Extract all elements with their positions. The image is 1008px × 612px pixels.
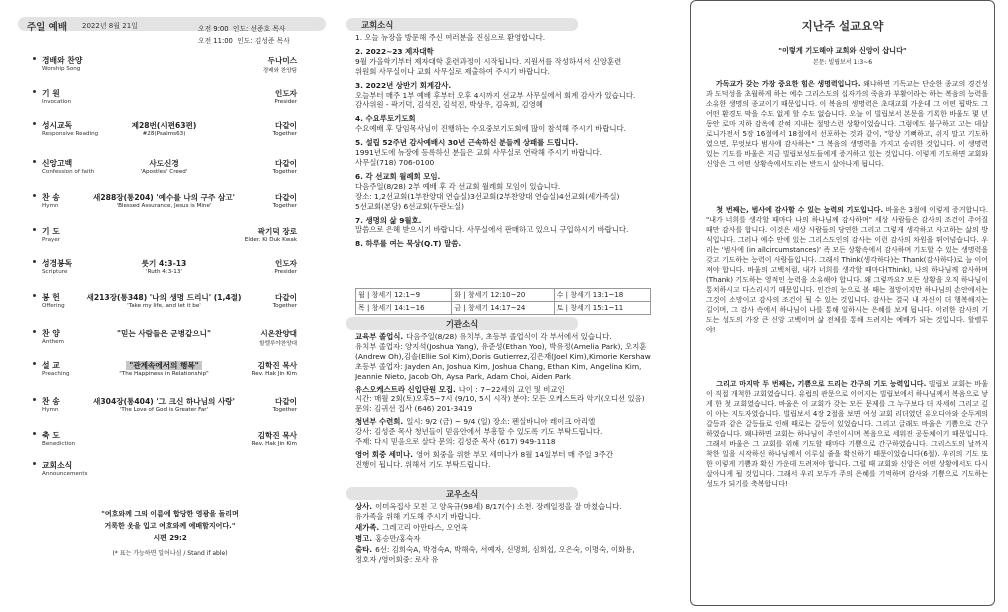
paragraph-lead: 가독교가 갖는 가장 중요한 힘은 생명력입니다. [715,80,861,88]
notice-line: 초등부 졸업자: Jayden An, Joshua Kim, Joshua Chang, Ethan Kim, Angelina Kim, [355,361,642,371]
worship-order-row [31,360,297,384]
notice-item [355,545,675,565]
order-item-detail [71,192,257,203]
sermon-subtitle: "이렇게 기도해야 교회와 신앙이 삽니다" [778,46,907,55]
paragraph-lead: 첫 번째는, 범사에 감사할 수 있는 능력의 기도입니다. [716,206,884,214]
order-item-name: 교회소식 [42,461,73,470]
order-item-english: Responsive Reading [42,131,99,137]
order-item-english: Hymn [42,203,59,209]
notice-line: 정호자 /영어회중: 로사 유 [355,554,439,564]
bullet-icon [33,90,36,93]
order-item-name: 성시교독 [42,121,73,130]
order-item-detail-text: 새304장(통404) '그 크신 하나님의 사랑' [93,397,235,406]
worship-title: 주일 예배 [27,22,68,33]
order-item-detail-english: 'Apostles' Creed' [140,169,188,175]
order-item-name: 기 원 [42,89,60,98]
order-item-leader: 다같이 [274,193,297,202]
order-item-leader: 다같이 [274,159,297,168]
notice-title: 7. 생명의 삶 9월호. [355,215,422,225]
order-item-detail-english: 'Take my life, and let it be' [127,303,201,309]
worship-order-panel [0,0,330,612]
notice-line: 1991년도에 뉴장에 등록하신 분들은 교회 사무실로 연락해 주시기 바랍니다. [355,148,602,158]
paragraph-body: 빌립보 교회는 바울이 직접 개척한 교회였습니다. 유럽의 관문으로 이어지는 빌립보에서 하나님께서 복음으로 낳게 한 첫 교회였습니다. 바울은 이 교회가 갖는 모든 문제를 그 누구보다 더 자세히 그리고 깊이 아는 지도자였습니다. 빌립보서 4장 2절을 보면 여성 교회 리더였던 유오디아와 순두게의 갈등과 같은 갈등들로 인해 때로는 갈등이 있었습니다. 그리고 글래도 바울은 기쁨으로 간구하였습니다. 왜냐하면 교회는 하나님이 주인이시며 복음으로 세워진 공동체이기 때문입니다. 그래서 바울은 그 교회를 위해 기도할 때마다 기쁨으로 간구하였습니다. 그리스도의 날까지 착한 일을 시작하신 하나님께서 이루실 줄을 확신하기 때문이었습니다(6절). 우리의 기도 또한 이렇게 기쁨과 확신 가운데 드려져야 합니다. 그럴 때 교회와 신앙은 어떤 상황에서도 다시 살아나게 될 것입니다. 그래서 우리 모두가 주의 은혜를 기억하며 감사와 기쁨으로 기도하는 성도가 되기를 축복합니다! [706,380,988,488]
order-item-english: Anthem [42,339,65,345]
notice-line: Jeannie Nieto, Jacob Oh, Aysa Park, Adam Choi, Aiden Park [355,371,571,381]
qt-cell: 금 | 창세기 14:17~24 [452,302,554,315]
sermon-title: 지난주 설교요약 [801,19,884,33]
notice-title: 상사. [355,502,373,511]
worship-order-row [31,396,297,420]
notice-item [355,47,675,77]
notice-title: 청년부 수련회. [355,417,404,427]
notice-line: 장소: 1,2선교회(1부찬양대 연습실)3선교회(2부찬양대 연습실)4선교회(세가족실) [355,191,620,201]
notice-line: 일시: 9/2 (금) ~ 9/4 (일) 장소: 펜실바니아 레이크 아리엘 [406,417,596,427]
order-item-name: 찬 양 [42,329,60,338]
notice-item [355,81,675,111]
notice-item [355,523,675,533]
order-item-name: 경배와 찬양 [42,56,83,65]
order-item-name: 찬 송 [42,397,60,406]
bullet-icon [33,122,36,125]
bullet-icon [33,57,36,60]
order-item-detail-text: 사도신경 [149,159,179,168]
notice-title: 6. 각 선교회 월례회 모임. [355,171,441,181]
bullet-icon [33,260,36,263]
order-item-name: 신앙고백 [42,159,73,168]
verse-reference: 시편 29:2 [153,534,187,542]
sermon-paragraph-3 [706,379,988,599]
worship-order-row [31,460,297,484]
order-item-leader-english: Together [272,169,297,175]
worship-order-row [31,158,297,182]
notice-title: 유스오케스트라 신입단원 모집. [355,384,456,394]
order-item-leader-english: Presider [274,269,297,275]
stand-note: (* 표는 가능하면 일어나심 / Stand if able) [112,550,228,557]
notice-line: 감사위원 - 곽기덕, 김석진, 김석진, 박상우, 김옥희, 김영혜 [355,100,543,110]
order-item-english: Hymn [42,407,59,413]
order-item-leader-english: Rev. Hak Jin Kim [251,371,297,377]
qt-cell: 수 | 창세기 13:1~18 [554,289,650,302]
paragraph-lead: 그리고 마지막 두 번째는, 기쁨으로 드리는 간구의 기도 능력입니다. [716,380,927,388]
paragraph-body: 왜냐하면 기독교는 단순한 종교의 경건성과 도덕성을 초월하게 하는 예수 그리스도의 십자가의 죽음과 부활이라는 하는 복음의 능력을 소유한 생명의 종교이기 때문입니다. 이 복음의 생명력은 초대교회 가운데 그 어떤 핍박도 그 어떤 환경도 막을 수도 없게 할 수도 없습니다. 오늘 이 빌립보서 본문을 기록한 바울도 몇 년 동안 로마 지하 감옥에 갇혀 지내는 절망스런 상황이었습니다. 그럼에도 불구하고 고는 데살로니가전서 5장 16절에서 18절에서 선포하는 것과 같이, "항상 기뻐하고, 쉬지 말고 기도하였으면, 무엇보다 범사에 감사하는" 그 복음의 생명력을 가지고 승리한 것입니다. 이 생명력 있는 기도를 바울은 지금 빌립보성도들에게 증거하고 있는 것입니다. 이렇게 기도하면 교회와 신앙은 그 어떤 상황속에서도리는 반드시 살아나게 됩니다. [706,80,988,168]
notice-line: 홍승만/홍숙자 [375,533,421,543]
notice-item [355,138,675,168]
verse-line-1: "여호와께 그의 이름에 합당한 영광을 돌리며 [101,510,239,518]
order-item-detail [71,292,257,303]
news-header: 교회소식 [361,20,394,30]
bullet-icon [33,432,36,435]
notice-line: 6선: 김희숙A, 박경숙A, 박해숙, 서예자, 신명희, 심희섭, 오은숙, 이명숙, 이화용, [375,544,635,554]
notice-item [355,502,675,522]
qt-row [356,302,651,315]
qt-cell: 월 | 창세기 12:1~9 [356,289,452,302]
notice-line: 5선교회(본당) 6선교회(두란노실) [355,201,464,211]
worship-order-row [31,55,297,79]
worship-order-row [31,120,297,144]
order-item-english: Prayer [42,237,61,243]
notice-line: 진행이 됩니다. 위해서 기도 부탁드립니다. [355,459,491,469]
order-item-name: 축 도 [42,431,60,440]
notice-item [355,417,675,447]
order-item-leader: 두나미스 [267,56,297,65]
order-item-leader: 인도자 [274,89,297,98]
order-item-leader-english: 할렐루야찬양대 [259,341,297,347]
notice-title: 새가족. [355,522,380,532]
order-item-detail-text: 새213장(통348) '나의 생명 드리니' (1,4절) [86,293,242,302]
notice-title: 8. 하루를 여는 묵상(Q.T) 말씀. [355,239,462,249]
order-item-leader: 다같이 [274,293,297,302]
notice-line: 말씀으로 은혜 받으시기 바랍니다. 사무실에서 판매하고 있으니 구입하시기 바랍니다. [355,225,629,235]
order-item-detail-text: "믿는 사람들은 군병같으니" [117,329,211,338]
bullet-icon [33,362,36,365]
worship-order-row [31,292,297,316]
notice-line: 그레고리 아만타스, 오연옥 [382,522,468,532]
order-item-name: 찬 송 [42,193,60,202]
order-item-leader-english: Together [272,203,297,209]
notice-title: 영어 회중 세미나. [355,449,413,459]
sermon-paragraph-1 [706,79,988,203]
notice-line: 주제: 다시 믿음으로 살다 문의: 김성준 목사 (617) 949-1118 [355,437,556,447]
service-time-1: 오전 9:00 인도: 선준호 목사 [198,25,286,33]
order-item-detail-text: "관계속에서의 행복" [126,361,201,370]
notice-line: 시간: 매월 2회(토)오후5~7시 (9/10, 5시 시작) 분야: 모든 오케스트라 악기(오디션 있음) [355,394,645,404]
order-item-english: Scripture [42,269,68,275]
notice-item [355,114,675,134]
education-block [355,332,675,470]
members-block [355,502,675,564]
notice-line: 다음주일(8/28) 2부 예배 후 각 선교회 월례회 모임이 있습니다. [355,181,561,191]
news-block [355,33,675,249]
qt-row [356,289,651,302]
notice-title: 출타. [355,544,373,554]
order-item-leader: 곽기덕 장로 [257,227,297,236]
notice-line: 위원회 사무실이나 교회 사무실로 제출하여 주시기 바랍니다. [355,66,550,76]
order-item-english: Confession of faith [42,169,95,175]
notice-item [355,216,675,236]
qt-cell: 화 | 창세기 12:10~20 [452,289,554,302]
order-item-detail-english: #28(Psalms63) [142,131,186,137]
notice-title: 교육부 졸업식. [355,332,404,341]
order-item-name: 기 도 [42,227,60,236]
notice-line: 강사: 김성준 목사 청년들이 믿음안에서 부흥할 수 있도록 기도 부탁드립니다. [355,427,603,437]
notice-title: 3. 2022년 상반기 회계감사. [355,80,452,90]
order-item-leader-english: Together [272,303,297,309]
worship-order-row [31,88,297,112]
notice-line: 영어 회중을 위한 부모 세미나가 8월 14일부터 매 주일 3주간 [415,449,613,459]
order-item-name: 설 교 [42,361,60,370]
members-header: 교우소식 [445,489,479,499]
sermon-passage: 본문: 빌립보서 1:3~6 [812,59,873,66]
worship-date: 2022년 8월 21일 [82,22,138,30]
bullet-icon [33,160,36,163]
notice-line: 오늘부터 매주 1부 예배 후부터 오후 4시까지 선교부 사무실에서 회계 감사가 있습니다. [355,90,636,100]
verse-line-2: 거룩한 옷을 입고 여호와께 예배할지어다." [104,522,236,530]
bullet-icon [33,194,36,197]
order-item-leader: 김학진 목사 [257,361,297,370]
order-item-detail-text: 제28번(시편63편) [131,121,197,130]
scripture-verse [18,508,322,557]
order-item-leader-english: Together [272,407,297,413]
qt-table [355,288,651,315]
announcements-panel [346,0,676,612]
notice-item [355,239,675,249]
order-item-english: Preaching [42,371,70,377]
order-item-detail [71,258,257,269]
notice-item [355,332,675,382]
order-item-leader-english: Rev. Hak Jin Kim [251,441,297,447]
qt-cell: 토 | 창세기 15:1~11 [554,302,650,315]
order-item-detail [71,396,257,407]
order-item-english: Benediction [42,441,76,447]
order-item-detail-english: 'Blessed Assurance, Jesus is Mine' [116,203,212,209]
order-item-leader: 시온찬양대 [260,329,297,338]
order-item-detail [71,328,257,339]
order-item-leader-english: 경배와 찬양팀 [262,68,297,74]
bullet-icon [33,294,36,297]
order-item-detail-english: 'Ruth 4:3-13' [146,269,182,275]
sermon-summary-panel [690,0,995,606]
order-item-detail-english: "The Happiness in Relationship" [119,371,209,377]
bullet-icon [33,228,36,231]
notice-line: 사무실(718) 706-0100 [355,157,435,167]
order-item-english: Invocation [42,99,72,105]
bullet-icon [33,398,36,401]
order-item-name: 봉 헌 [42,293,60,302]
notice-title: 병고. [355,533,373,543]
paragraph-body: 바울은 3절에 이렇게 증거합니다. "내가 너희를 생각할 때마다 나의 하나님께 감사하며" 세상 사람들은 감사의 조건이 주어질 때만 감사를 합니다. 이것은 세상 사람들의 당연한 그리고 그렇게 생각하고 사고하는 삶의 방식입니다. 그러나 예수 안에 있는 그리스도인의 감사는 이런 감사의 차원을 뛰어넘습니다. 우리는 '범사에 (in allcircumstances)' 즉 모든 상황속에서 감사하며 기도할 수 있는 생명력을 갖고 기도하는 능력이 사람들입니다. 그래서 Think(생각하다)는 Thank(감사하다)로 늘 이어져야 합니다. 바울의 고백처럼, 내가 너희를 생각할 때마다(Think), 나의 하나님께 감사하며(Thank) 기도하는 영적인 능력을 소유해야 합니다. 왜 그렇까요? 모든 상황을 오직 하나님이 통치하시고 다스리시기 때문입니다. 인간의 눈으로 볼 때는 절망이지만 하나님의 손안에서는 그것이 소망이고 감사의 조건이 될 수 있는 것입니다. 감사는 결국 내 자신이 더 행복해지는 길이며, 그 감사 속에서 하나님이 나를 통해 일하시는 은혜를 보게 됩니다. 이러한 감사의 기도는 성도의 가장 큰 신앙 고백이며 삶 전체를 통해 드려지는 예배가 되는 것입니다. 할렐루야! [706,206,988,334]
order-item-detail-english: 'The Love of God is Greater Far' [119,407,209,413]
sermon-paragraph-2 [706,205,988,377]
notice-line: 수요예배 후 당임목사님이 진행하는 수요중보기도회에 많이 참석해 주시기 바랍니다. [355,124,627,134]
notice-line: 유가족을 위해 기도해 주시기 바랍니다. [355,511,481,521]
order-item-leader-english: Elder. Ki Duk Kwak [244,237,297,243]
order-item-detail [71,158,257,169]
worship-order-row [31,328,297,352]
order-item-detail-text: 새288장(통204) '예수를 나의 구주 삼고' [93,193,235,202]
order-item-leader: 김학진 목사 [257,431,297,440]
notice-item [355,172,675,212]
notice-line: 다음주일(8/28) 유치부, 초등부 졸업식이 각 부서에서 있습니다. [406,332,612,341]
order-item-english: Worship Song [42,66,81,72]
order-item-leader: 다같이 [274,121,297,130]
service-time-2: 오전 11:00 인도: 김성준 목사 [198,37,290,45]
order-item-leader-english: Together [272,131,297,137]
order-item-detail-text: 룻기 4:3-13 [141,259,187,268]
order-item-english: Offering [42,303,65,309]
order-item-detail [71,120,257,131]
order-item-leader-english: Presider [274,99,297,105]
notice-line: (Andrew Oh),김솔(Ellie Sol Kim),Doris Gutierrez,김은재(Joel Kim),Kimorie Kershaw [355,351,651,361]
notice-line: 1. 오늘 뉴장을 방문해 주신 여러분을 진심으로 환영합니다. [355,33,546,42]
notice-item [355,33,675,43]
notice-line: 유치부 졸업자: 양지석(Joshua Yang), 유준성(Ethan Yoo), 박유정(Amelia Park), 오지훈 [355,341,647,351]
order-item-detail [71,360,257,371]
notice-title: 4. 수요루토기도회 [355,114,416,124]
notice-item [355,385,675,415]
notice-title: 5. 설립 52주년 감사예배시 30년 근속하신 분들께 상패를 드립니다. [355,138,579,148]
worship-order-row [31,430,297,454]
notice-line: 9월 가을학기부터 제자대학 훈련과정이 시작됩니다. 지원서를 작성하셔서 신앙훈련 [355,56,622,66]
education-header: 기관소식 [445,319,479,329]
notice-item [355,534,675,544]
order-item-english: Announcements [42,471,88,477]
notice-item [355,450,675,470]
order-item-leader: 인도자 [274,259,297,268]
order-item-name: 성경봉독 [42,259,73,268]
notice-line: 문의: 김귀선 집사 (646) 201-3419 [355,404,473,414]
notice-line: 이미옥집사 모친 고 양옥규(98세) 8/17(수) 소천. 장례일정을 잘 마쳤습니다. [375,502,622,511]
worship-order-row [31,192,297,216]
order-item-leader: 다같이 [274,397,297,406]
worship-order-row [31,226,297,250]
bullet-icon [33,462,36,465]
qt-cell: 목 | 창세기 14:1~16 [356,302,452,315]
bullet-icon [33,330,36,333]
worship-order-row [31,258,297,282]
notice-title: 2. 2022~23 제자대학 [355,46,434,56]
notice-line: 나이 : 7~22세의 교인 및 비교인 [458,384,565,394]
